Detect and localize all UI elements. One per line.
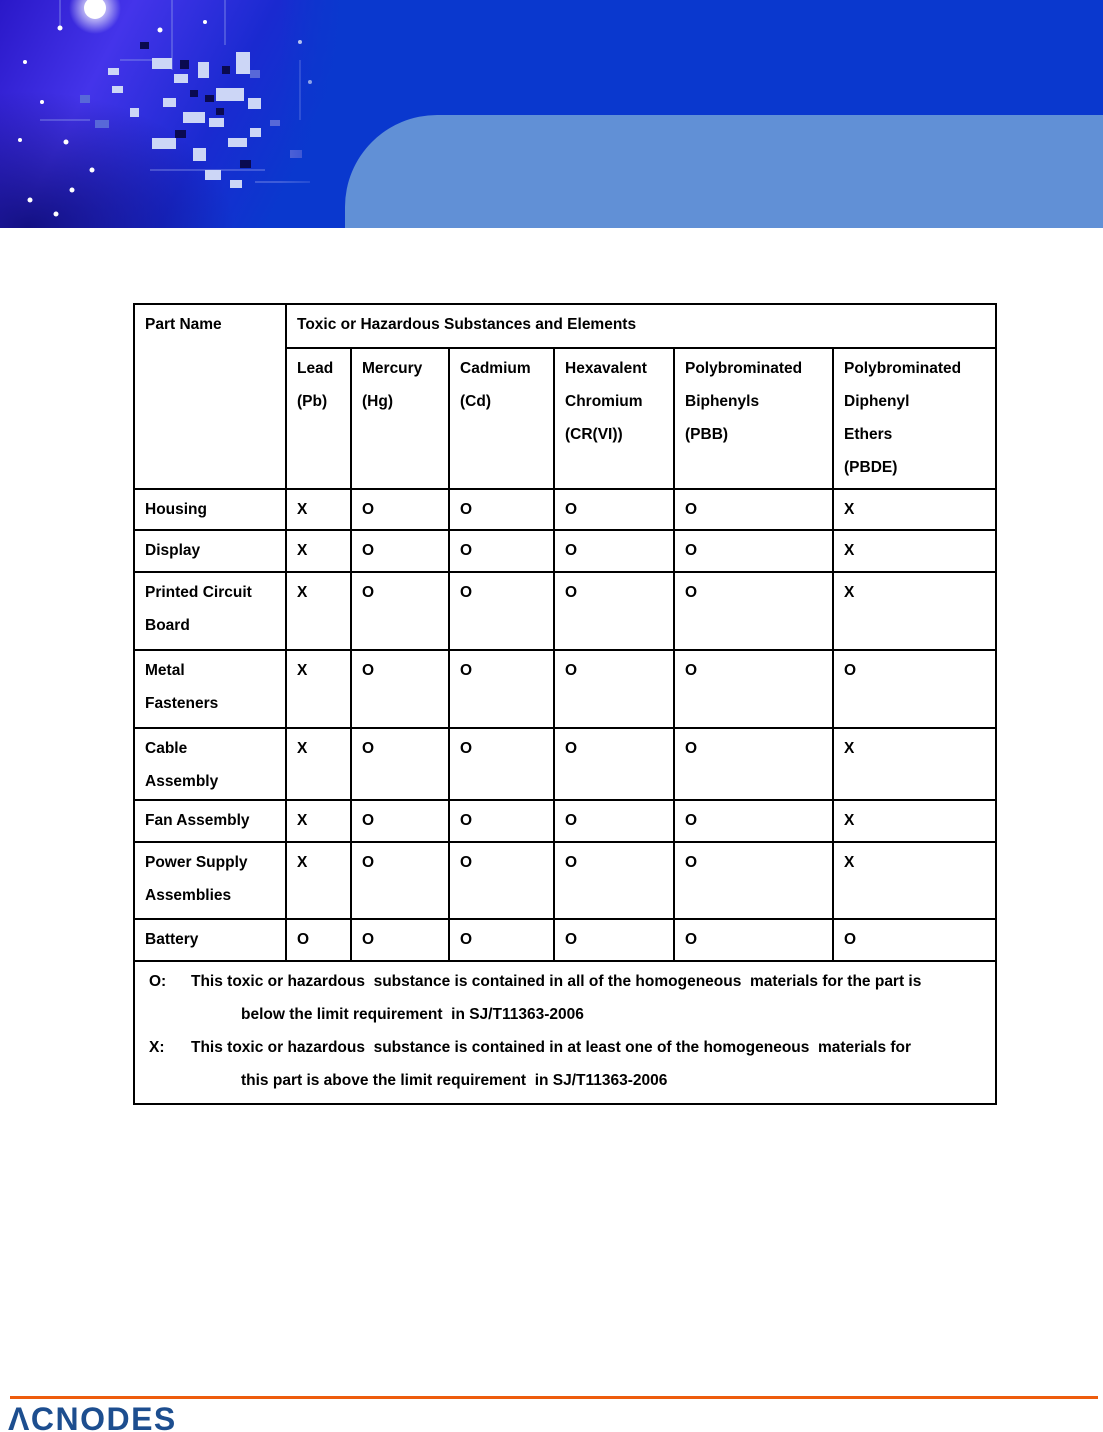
- value-cell: O: [449, 530, 554, 572]
- table-row: [134, 842, 996, 919]
- value-cell: O: [286, 919, 351, 961]
- value-cell: O: [351, 489, 449, 530]
- value-cell: O: [351, 650, 449, 728]
- value-cell: X: [286, 572, 351, 650]
- part-name-cell: Display: [134, 530, 286, 572]
- legend-text: this part is above the limit requirement in SJ/T11363-2006: [241, 1072, 668, 1089]
- value-cell: X: [286, 842, 351, 919]
- value-cell: O: [449, 650, 554, 728]
- table-legend-row: [134, 961, 996, 1104]
- value-cell: X: [286, 650, 351, 728]
- value-cell: O: [351, 919, 449, 961]
- value-cell: O: [554, 842, 674, 919]
- column-header-mercury: Mercury (Hg): [351, 348, 449, 489]
- table-row: [134, 728, 996, 800]
- value-cell: O: [449, 842, 554, 919]
- table-row: [134, 489, 996, 530]
- value-cell: O: [554, 572, 674, 650]
- part-name-cell: Metal Fasteners: [134, 650, 286, 728]
- column-header-lead: Lead (Pb): [286, 348, 351, 489]
- value-cell: O: [449, 919, 554, 961]
- legend-text: This toxic or hazardous substance is contained in all of the homogeneous materials for the part is: [191, 973, 922, 990]
- legend-symbol: O:: [149, 973, 167, 990]
- value-cell: O: [833, 650, 996, 728]
- table-row: [134, 530, 996, 572]
- value-cell: O: [674, 650, 833, 728]
- value-cell: O: [554, 728, 674, 800]
- part-name-cell: Cable Assembly: [134, 728, 286, 800]
- table-header-row: [134, 304, 996, 348]
- table-row: [134, 650, 996, 728]
- value-cell: O: [449, 728, 554, 800]
- value-cell: O: [351, 842, 449, 919]
- value-cell: O: [449, 489, 554, 530]
- circuit-board-image: [0, 0, 345, 228]
- value-cell: O: [674, 919, 833, 961]
- page-header-banner: [0, 0, 1103, 228]
- value-cell: O: [554, 489, 674, 530]
- part-name-cell: Fan Assembly: [134, 800, 286, 842]
- table-row: [134, 572, 996, 650]
- value-cell: O: [449, 800, 554, 842]
- value-cell: X: [286, 800, 351, 842]
- value-cell: O: [674, 800, 833, 842]
- value-cell: X: [286, 728, 351, 800]
- value-cell: O: [674, 489, 833, 530]
- value-cell: O: [554, 919, 674, 961]
- value-cell: O: [351, 530, 449, 572]
- value-cell: O: [351, 572, 449, 650]
- table-row: [134, 800, 996, 842]
- value-cell: O: [674, 842, 833, 919]
- value-cell: O: [351, 800, 449, 842]
- value-cell: X: [833, 530, 996, 572]
- part-name-cell: Housing: [134, 489, 286, 530]
- part-name-cell: Power Supply Assemblies: [134, 842, 286, 919]
- value-cell: O: [351, 728, 449, 800]
- banner-rounded-shape: [345, 115, 1103, 228]
- value-cell: X: [833, 842, 996, 919]
- column-header-hexavalent-chromium: Hexavalent Chromium (CR(VI)): [554, 348, 674, 489]
- part-name-cell: Battery: [134, 919, 286, 961]
- legend-note-x: [145, 1031, 993, 1097]
- value-cell: X: [286, 530, 351, 572]
- value-cell: X: [833, 572, 996, 650]
- value-cell: O: [554, 800, 674, 842]
- value-cell: O: [554, 530, 674, 572]
- value-cell: X: [833, 728, 996, 800]
- value-cell: O: [554, 650, 674, 728]
- hazardous-substances-table: [133, 303, 997, 1105]
- value-cell: O: [833, 919, 996, 961]
- column-header-cadmium: Cadmium (Cd): [449, 348, 554, 489]
- value-cell: X: [833, 800, 996, 842]
- part-name-cell: Printed Circuit Board: [134, 572, 286, 650]
- substances-group-header: Toxic or Hazardous Substances and Elements: [286, 304, 996, 348]
- column-header-pbde: Polybrominated Diphenyl Ethers (PBDE): [833, 348, 996, 489]
- value-cell: O: [674, 728, 833, 800]
- legend-cell: [134, 961, 996, 1104]
- value-cell: O: [449, 572, 554, 650]
- value-cell: O: [674, 530, 833, 572]
- acnodes-logo: ΛCNODES: [8, 1401, 177, 1432]
- value-cell: O: [674, 572, 833, 650]
- table-row: [134, 919, 996, 961]
- legend-text: This toxic or hazardous substance is contained in at least one of the homogeneous materials for: [191, 1039, 912, 1056]
- legend-symbol: X:: [149, 1039, 165, 1056]
- column-header-pbb: Polybrominated Biphenyls (PBB): [674, 348, 833, 489]
- value-cell: X: [833, 489, 996, 530]
- value-cell: X: [286, 489, 351, 530]
- part-name-header: Part Name: [134, 304, 286, 489]
- legend-text: below the limit requirement in SJ/T11363-2006: [241, 1006, 584, 1023]
- footer-divider-line: [10, 1396, 1098, 1399]
- legend-note-o: [145, 965, 993, 1031]
